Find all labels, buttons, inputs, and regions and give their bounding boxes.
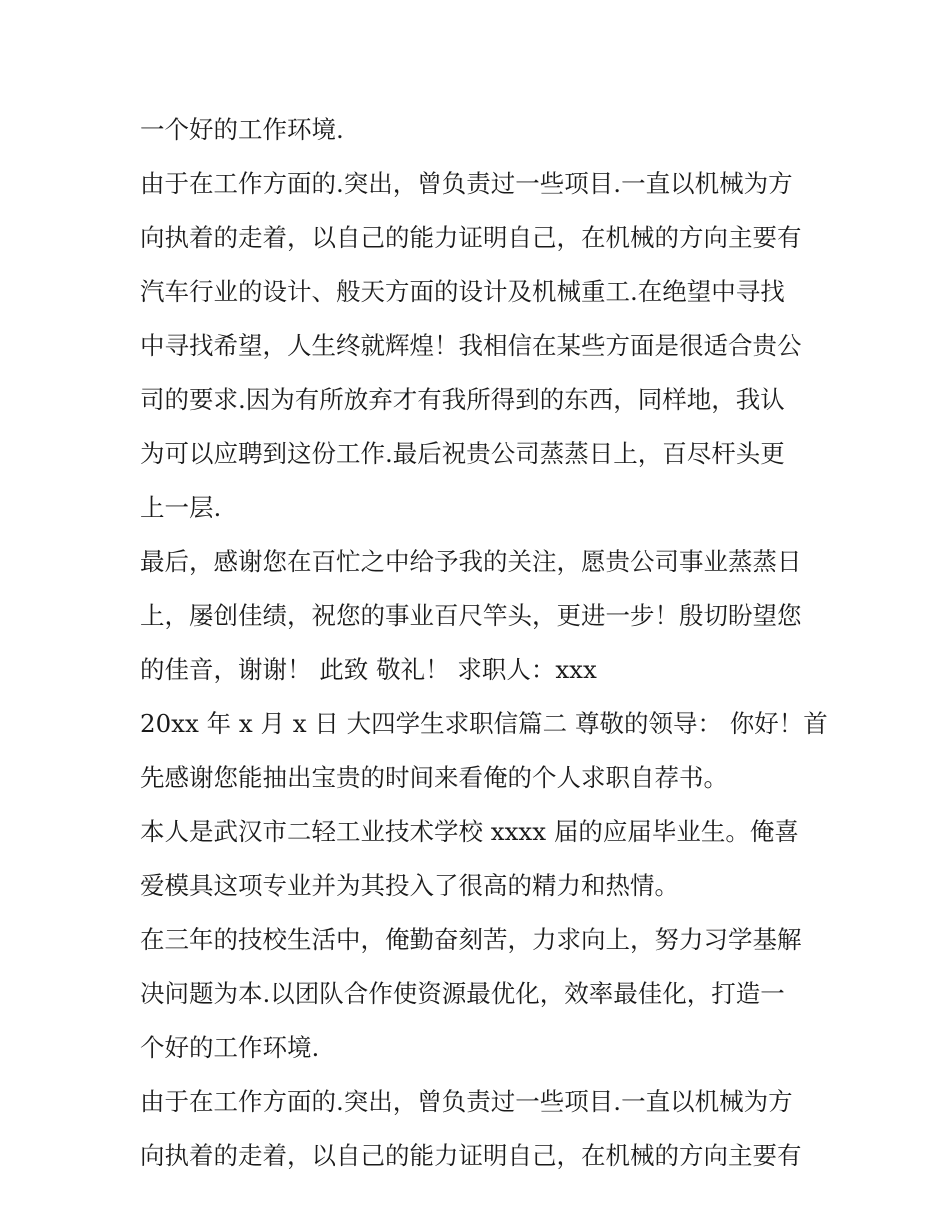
- text-line: 由于在工作方面的.突出，曾负责过一些项目.一直以机械为方: [140, 169, 793, 198]
- text-line: 由于在工作方面的.突出，曾负责过一些项目.一直以机械为方: [140, 1087, 793, 1116]
- text-line: 向执着的走着，以自己的能力证明自己，在机械的方向主要有: [140, 1141, 802, 1170]
- text-line: 爱模具这项专业并为其投入了很高的精力和热情。: [140, 871, 679, 900]
- text-line: 决问题为本.以团队合作使资源最优化，效率最佳化，打造一: [140, 979, 785, 1008]
- text-line: 上一层.: [140, 493, 222, 522]
- text-line: 汽车行业的设计、般天方面的设计及机械重工.在绝望中寻找: [140, 277, 785, 306]
- text-line: 中寻找希望，人生终就辉煌！我相信在某些方面是很适合贵公: [140, 331, 802, 360]
- document-body: [140, 110, 830, 1190]
- text-line: 在三年的技校生活中，俺勤奋刻苦，力求向上，努力习学基解: [140, 925, 802, 954]
- text-line: 为可以应聘到这份工作.最后祝贵公司蒸蒸日上，百尽杆头更: [140, 439, 785, 468]
- text-line: 先感谢您能抽出宝贵的时间来看俺的个人求职自荐书。: [140, 763, 728, 792]
- text-line: 最后，感谢您在百忙之中给予我的关注，愿贵公司事业蒸蒸日: [140, 547, 802, 576]
- text-line: 司的要求.因为有所放弃才有我所得到的东西，同样地，我认: [140, 385, 785, 414]
- text-line: 20xx 年 x 月 x 日 大四学生求职信篇二 尊敬的领导： 你好！首: [140, 709, 828, 738]
- text-line: 本人是武汉市二轻工业技术学校 xxxx 届的应届毕业生。俺喜: [140, 817, 799, 846]
- text-line: 上，屡创佳绩，祝您的事业百尺竿头，更进一步！殷切盼望您: [140, 601, 802, 630]
- text-line: 一个好的工作环境.: [140, 115, 344, 144]
- text-line: 向执着的走着，以自己的能力证明自己，在机械的方向主要有: [140, 223, 802, 252]
- text-line: 个好的工作环境.: [140, 1033, 320, 1062]
- text-line: 的佳音，谢谢！ 此致 敬礼！ 求职人：xxx: [140, 655, 597, 684]
